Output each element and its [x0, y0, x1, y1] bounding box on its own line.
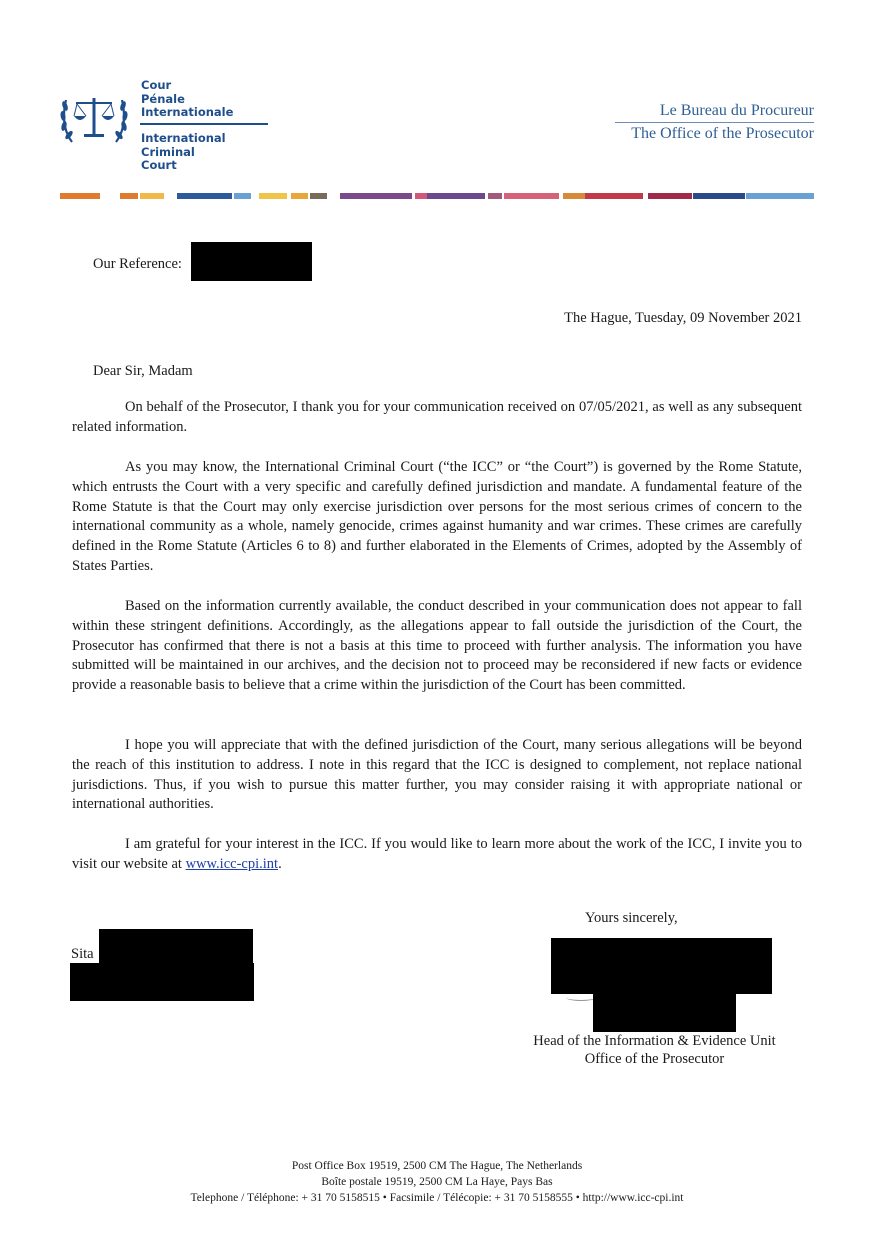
strip-segment [693, 193, 745, 199]
signatory-title: Head of the Information & Evidence Unit [533, 1033, 776, 1049]
redacted-left-name [99, 929, 253, 963]
closing: Yours sincerely, [585, 910, 678, 926]
logo-line: Criminal [141, 144, 195, 159]
footer-address-en: Post Office Box 19519, 2500 CM The Hague, The Netherlands [291, 1160, 583, 1172]
strip-segment [177, 193, 232, 199]
footer-address-fr: Boîte postale 19519, 2500 CM La Haye, Pays Bas [321, 1176, 553, 1188]
footer-contact: Telephone / Téléphone: + 31 70 5158515 • Facsimile / Télécopie: + 31 70 5158555 • http://www.icc-cpi.int [190, 1192, 684, 1204]
color-strip [60, 193, 814, 199]
strip-segment [427, 193, 485, 199]
icc-scales-emblem-icon [58, 86, 130, 148]
strip-segment [259, 193, 287, 199]
strip-segment [310, 193, 327, 199]
strip-segment [60, 193, 100, 199]
reference-label: Our Reference: [93, 256, 182, 272]
logo-name-french [141, 79, 233, 120]
strip-segment [340, 193, 412, 199]
footer [0, 1158, 874, 1206]
strip-segment [585, 193, 643, 199]
strip-segment [648, 193, 692, 199]
logo-line: Cour [141, 78, 172, 92]
strip-segment [234, 193, 251, 199]
left-signature-prefix: Sita [71, 946, 94, 962]
strip-segment [504, 193, 559, 199]
signatory-office: Office of the Prosecutor [584, 1051, 725, 1067]
body-paragraph-2: As you may know, the International Criminal Court (“the ICC” or “the Court”) is governed by the Rome Statute, which entrusts the Court with a very specific and carefully defined jurisdiction and mandate. A fundamental feature of the Rome Statute is that the Court may only exercise jurisdiction over persons for the most serious crimes of concern to the international community as a whole, namely genocide, crimes against humanity and war crimes. These crimes are carefully defined in the Rome Statute (Articles 6 to 8) and further elaborated in the Elements of Crimes, adopted by the Assembly of States Parties. [72, 459, 802, 574]
website-link[interactable]: www.icc-cpi.int [185, 855, 279, 872]
logo-line: International [141, 131, 226, 145]
redacted-signatory-name [593, 994, 736, 1032]
body-paragraph-4: I hope you will appreciate that with the defined jurisdiction of the Court, many serious allegations will be beyond the reach of this institution to address. I note in this regard that the ICC is designed to complement, not replace national jurisdictions. Thus, if you wish to pursue this matter further, you may consider raising it with appropriate national or international authorities. [72, 737, 802, 813]
office-divider [615, 122, 814, 123]
paragraph-end: . [278, 855, 282, 872]
office-name-french: Le Bureau du Procureur [659, 102, 814, 119]
signature-stroke [566, 994, 596, 1001]
redacted-reference [191, 242, 312, 281]
logo-line: Pénale [141, 91, 185, 106]
body-paragraph-1: On behalf of the Prosecutor, I thank you for your communication received on 07/05/2021, as well as any subsequent related information. [72, 399, 802, 435]
logo-line: Internationale [141, 105, 234, 119]
paragraph-text: I am grateful for your interest in the ICC. If you would like to learn more about the work of the ICC, I invite you to visit our website at [72, 836, 802, 872]
strip-segment [291, 193, 308, 199]
redacted-left-signature [70, 963, 254, 1001]
redacted-signature [551, 938, 772, 994]
logo-name-english [141, 132, 226, 173]
salutation: Dear Sir, Madam [93, 363, 193, 379]
strip-segment [488, 193, 502, 199]
office-name-english: The Office of the Prosecutor [631, 125, 814, 142]
strip-segment [140, 193, 164, 199]
strip-segment [746, 193, 814, 199]
body-paragraph-3: Based on the information currently available, the conduct described in your communication does not appear to fall within these stringent definitions. Accordingly, as the allegations appear to fall outside the jurisdiction of the Court, the Prosecutor has confirmed that there is not a basis at this time to proceed with further analysis. The information you have submitted will be maintained in our archives, and the decision not to proceed may be reconsidered if new facts or evidence provide a reasonable basis to believe that a crime within the jurisdiction of the Court has been committed. [72, 598, 802, 694]
body-paragraph-5 [72, 835, 802, 875]
logo-divider [140, 123, 268, 125]
letter-date: The Hague, Tuesday, 09 November 2021 [564, 310, 802, 326]
strip-segment [120, 193, 138, 199]
signatory-block [497, 1032, 812, 1068]
logo-line: Court [141, 158, 177, 172]
